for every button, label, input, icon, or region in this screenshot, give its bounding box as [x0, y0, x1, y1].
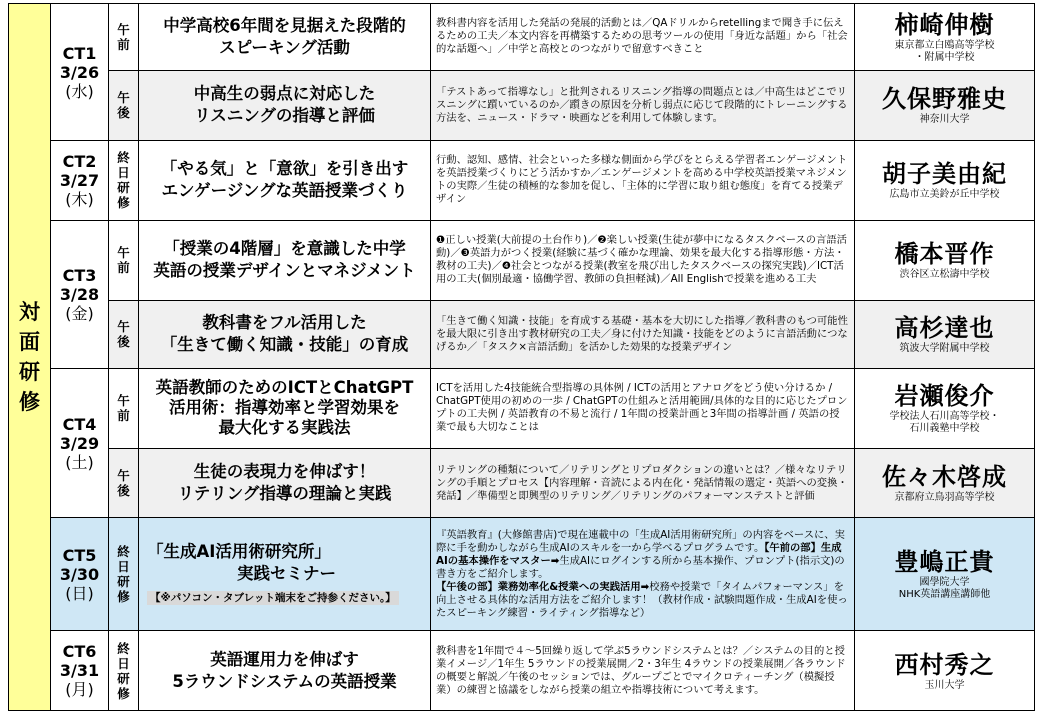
ampm-char: 前	[117, 36, 130, 52]
instructor-name: 岩瀬俊介	[894, 382, 995, 411]
session-ct5-row	[9, 518, 1035, 631]
ampm-char: 前	[117, 260, 130, 276]
session-description: 「テストあって指導なし」と批判されるリスニング指導の問題点とは／中高生はどこでリスニングに躓いているのか／躓きの原因を分析し弱点に応じて段階的にトレーニングする方法を、ニュース・ドラマ・映画などを利用して体験します。	[431, 70, 855, 141]
ampm-char: 修	[117, 195, 130, 211]
session-title	[139, 141, 431, 221]
instructor-name: 柿崎伸樹	[894, 10, 995, 39]
ct-code: CT2	[62, 151, 97, 171]
side-label	[9, 4, 51, 711]
session-description: 行動、認知、感情、社会といった多様な側面から学びをとらえる学習者エンゲージメントを英語授業づくりにどう活かすか／エンゲージメントを高める中学校英語授業マネジメントの実際／生徒の積極的な参加を促し、「主体的に学習に取り組む態度」を育てる授業デザイン	[431, 141, 855, 221]
title-line: 生徒の表現力を伸ばす！	[193, 462, 376, 482]
session-description: 教科書を1年間で４～5回繰り返して学ぶ5ラウンドシステムとは？／システムの目的と授業イメージ／1年生 5ラウンドの授業展開／2・3年生 4ラウンドの授業展開／各ラウンドの概要と解説／午後のセッションでは、グループごとでマイクロティーチング（模擬授業）の練習と協議をしながら授業の組立や指導技術について考えます。	[431, 631, 855, 711]
instructor-affiliation: 石川義塾中学校	[909, 423, 980, 435]
ampm-char: 午	[117, 319, 130, 335]
instructor-name: 高杉達也	[894, 314, 995, 343]
session-description: 「生きて働く知識・技能」を育成する基礎・基本を大切にした指導／教科書のもつ可能性を最大限に引き出す教材研究の工夫／身に付けた知識・技能をどのように言語活動につなげるか／「タスク×言語活動」を活かした効果的な授業デザイン	[431, 300, 855, 369]
ampm-cell	[109, 4, 139, 71]
ct-date: 3/29	[59, 433, 100, 453]
title-line: リテリング指導の理論と実践	[177, 484, 392, 504]
ct-code: CT4	[62, 414, 97, 434]
session-description: ICTを活用した4技能統合型指導の具体例 / ICTの活用とアナログをどう使い分けるか / ChatGPT使用の初めの一歩 / ChatGPTの仕組みと活用範囲/具体的な目的に応じたプロンプトの工夫例 / 英語教育の不易と流行 / 1年間の授業計画と3年間の指導計画 / 英語の授業で最も大切なことは	[431, 369, 855, 449]
ct3-label	[51, 220, 109, 368]
ampm-char: 日	[117, 655, 130, 671]
schedule-table	[8, 3, 1035, 711]
title-line: 「生きて働く知識・技能」の育成	[160, 335, 409, 355]
side-char: 研	[19, 360, 40, 384]
instructor-cell	[855, 448, 1035, 518]
ampm-char: 前	[117, 408, 130, 424]
desc-text: 生成AIにログインする所から基本操作、プロンプト(指示文)の書き方をご紹介します。	[436, 554, 845, 580]
session-title	[139, 300, 431, 369]
ct-day: (金)	[65, 303, 94, 323]
ct4-label	[51, 369, 109, 518]
ampm-char: 修	[117, 589, 130, 605]
title-line: 「やる気」と「意欲」を引き出す	[160, 159, 409, 179]
ampm-char: 終	[117, 150, 130, 166]
ampm-char: 後	[117, 483, 130, 499]
desc-text: 校務や授業で「タイムパフォーマンス」を向上させる具体的な活用方法をご紹介します！（教材作成・試験問題作成・生成AIを使ったスピーキング練習・ライティング指導など）	[436, 580, 848, 619]
instructor-affiliation: 東京都立白鴎高等学校	[894, 39, 995, 51]
title-line: 5ラウンドシステムの英語授業	[172, 671, 397, 691]
ct-day: (土)	[65, 452, 94, 472]
instructor-cell	[855, 70, 1035, 141]
ampm-char: 終	[117, 640, 130, 656]
side-char: 面	[19, 330, 40, 354]
ampm-char: 日	[117, 559, 130, 575]
side-char: 修	[19, 390, 40, 414]
ct-date: 3/31	[59, 661, 100, 681]
title-line: 中高生の弱点に対応した	[193, 84, 376, 104]
instructor-name: 橋本晋作	[894, 240, 995, 269]
ct-date: 3/27	[59, 170, 100, 190]
ct5-label	[51, 518, 109, 631]
instructor-affiliation: ・附属中学校	[914, 51, 975, 63]
instructor-cell	[855, 518, 1035, 631]
instructor-cell	[855, 300, 1035, 369]
title-line: 「生成AI活用術研究所」	[147, 542, 331, 562]
ampm-cell	[109, 631, 139, 711]
instructor-cell	[855, 141, 1035, 221]
ct-code: CT3	[62, 265, 97, 285]
instructor-cell	[855, 4, 1035, 71]
session-ct1-pm-row	[9, 70, 1035, 141]
instructor-affiliation: 國學院大学	[919, 577, 970, 589]
ampm-char: 午	[117, 468, 130, 484]
session-title	[139, 518, 431, 631]
instructor-affiliation: 神奈川大学	[919, 114, 970, 126]
instructor-name: 豊嶋正貴	[894, 548, 995, 577]
session-ct3-pm-row	[9, 300, 1035, 369]
ampm-char: 午	[117, 90, 130, 106]
title-line: 英語の授業デザインとマネジメント	[153, 261, 416, 281]
ampm-cell	[109, 369, 139, 449]
ampm-char: 午	[117, 393, 130, 409]
instructor-affiliation: 学校法人石川高等学校・	[889, 411, 1000, 423]
ampm-char: 研	[117, 180, 130, 196]
ct6-label	[51, 631, 109, 711]
instructor-name: 西村秀之	[894, 650, 995, 679]
ampm-cell	[109, 300, 139, 369]
ct-day: (水)	[65, 81, 94, 101]
ampm-char: 研	[117, 574, 130, 590]
ct-date: 3/28	[59, 284, 100, 304]
ampm-char: 午	[117, 21, 130, 37]
session-title	[139, 4, 431, 71]
ampm-char: 後	[117, 334, 130, 350]
ampm-cell	[109, 70, 139, 141]
ampm-cell	[109, 220, 139, 300]
ampm-char: 終	[117, 544, 130, 560]
desc-text: 『英語教育』(大修館書店)で現在連載中の「生成AI活用術研究所」の内容をベースに、実際に手を動かしながら生成AIのスキルを一から学べるプログラムです。	[436, 528, 845, 554]
ampm-char: 日	[117, 165, 130, 181]
ampm-char: 研	[117, 670, 130, 686]
ct-date: 3/30	[59, 564, 100, 584]
session-title	[139, 448, 431, 518]
title-line: 実践セミナー	[237, 564, 336, 584]
instructor-affiliation: 筑波大学附属中学校	[899, 343, 990, 355]
title-line: エンゲージングな英語授業づくり	[161, 181, 408, 201]
session-title	[139, 369, 431, 449]
session-title	[139, 631, 431, 711]
session-ct2-row	[9, 141, 1035, 221]
session-ct4-pm-row	[9, 448, 1035, 518]
session-title	[139, 220, 431, 300]
ct2-label	[51, 141, 109, 221]
instructor-affiliation: 京都府立鳥羽高等学校	[894, 492, 995, 504]
session-ct1-am-row	[9, 4, 1035, 71]
title-line: 英語教師のためのICTとChatGPT	[155, 378, 414, 398]
desc-heading-am: 【午前の部】生成AIの基本操作をマスター➡	[436, 541, 842, 567]
session-description	[431, 518, 855, 631]
session-ct3-am-row	[9, 220, 1035, 300]
ct-day: (日)	[65, 583, 94, 603]
title-line: 教科書をフル活用した	[202, 313, 367, 333]
instructor-name: 久保野雅史	[882, 85, 1007, 114]
title-line: 「授業の4階層」を意識した中学	[163, 239, 406, 259]
session-description: 教科書内容を活用した発話の発展的活動とは／QAドリルからretellingまで聞き手に伝えるための工夫／本文内容を再構築するための思考ツールの使用「身近な話題」から「社会的な話題へ」／中学と高校とのつながりで留意すべきこと	[431, 4, 855, 71]
desc-heading-pm: 【午後の部】業務効率化&授業への実践活用➡	[436, 580, 650, 593]
ampm-char: 後	[117, 105, 130, 121]
title-line: リスニングの指導と評価	[194, 106, 375, 126]
side-char: 対	[19, 300, 40, 324]
title-line: 英語運用力を伸ばす	[210, 649, 359, 669]
session-ct6-row	[9, 631, 1035, 711]
instructor-affiliation: 広島市立美鈴が丘中学校	[889, 189, 1000, 201]
session-ct4-am-row	[9, 369, 1035, 449]
title-line: 活用術：指導効率と学習効果を	[169, 398, 400, 418]
instructor-affiliation: NHK英語講座講師他	[898, 589, 991, 601]
instructor-name: 佐々木啓成	[882, 463, 1007, 492]
instructor-affiliation: 渋谷区立松濤中学校	[899, 269, 990, 281]
ampm-cell	[109, 141, 139, 221]
ct-day: (木)	[65, 189, 94, 209]
ampm-cell	[109, 518, 139, 631]
instructor-cell	[855, 631, 1035, 711]
ct-date: 3/26	[59, 62, 100, 82]
instructor-affiliation: 玉川大学	[924, 679, 965, 691]
ct-code: CT6	[62, 642, 97, 662]
ct-code: CT5	[62, 545, 97, 565]
ampm-cell	[109, 448, 139, 518]
ampm-char: 午	[117, 245, 130, 261]
instructor-cell	[855, 369, 1035, 449]
instructor-cell	[855, 220, 1035, 300]
session-description: リテリングの種類について／リテリングとリプロダクションの違いとは？／様々なリテリングの手順とプロセス【内容理解・音読による内在化・発話情報の選定・英語への変換・発話】／準備型と即興型のリテリング／リテリングのパフォーマンステストと評価	[431, 448, 855, 518]
schedule-table-wrapper	[8, 3, 1034, 711]
title-line: 最大化する実践法	[218, 418, 351, 438]
session-title	[139, 70, 431, 141]
instructor-name: 胡子美由紀	[882, 160, 1007, 189]
ampm-char: 修	[117, 685, 130, 701]
bring-device-note: 【※パソコン・タブレット端末をご持参ください。】	[147, 591, 399, 605]
ct-day: (月)	[65, 680, 94, 700]
ct-code: CT1	[62, 43, 97, 63]
title-line: 中学高校6年間を見据えた段階的	[163, 15, 406, 35]
session-description: ❶正しい授業(大前提の土台作り)／❷楽しい授業(生徒が夢中になるタスクベースの言語活動)／❸英語力がつく授業(経験に基づく確かな理論、効果を最大化する指導形態・方法・教材の工夫)／❹社会とつながる授業(教室を飛び出したタスクベースの探究実践)／ICT活用の工夫(個別最適・協働学習、教師の負担軽減)／All Englishで授業を進める工夫	[431, 220, 855, 300]
ct1-label	[51, 4, 109, 141]
title-line: スピーキング活動	[219, 37, 350, 57]
